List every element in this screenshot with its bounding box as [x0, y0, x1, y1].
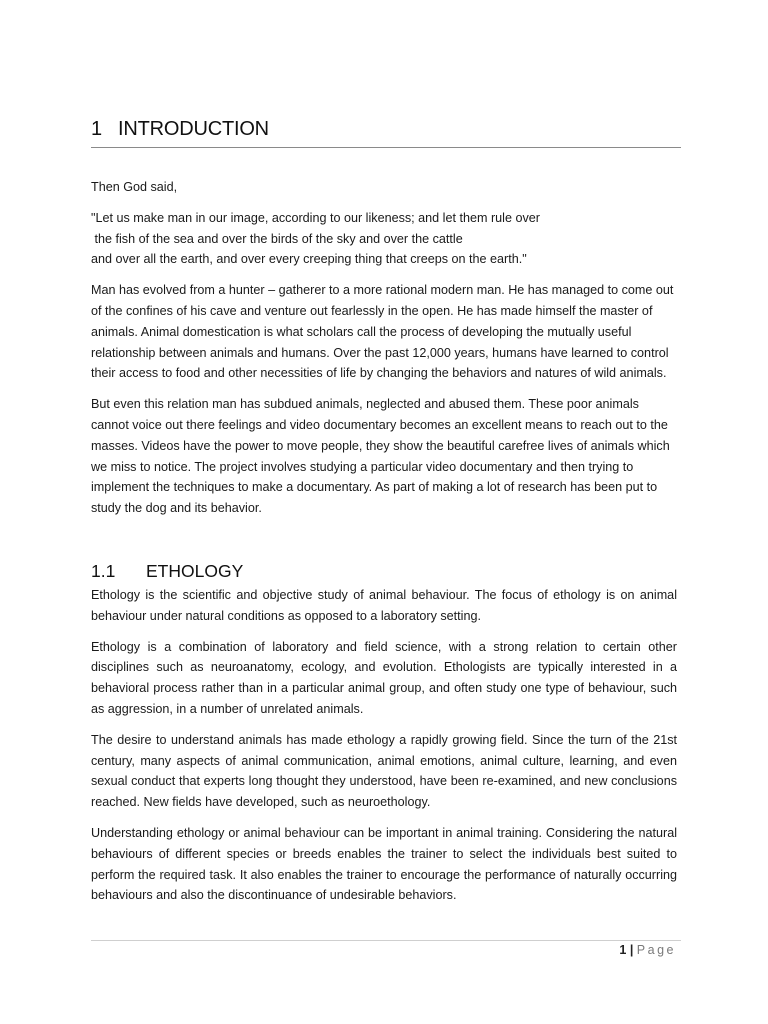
ethology-body [91, 585, 677, 916]
ethology-paragraph: Understanding ethology or animal behaviour can be important in animal training. Considering the natural behaviours of different species or breeds enables the trainer to select the individuals best suited to perform the required task. It also enables the trainer to encourage the performance of naturally occurring behaviours and also the discontinuance of undesirable behaviors. [91, 825, 677, 903]
lead-line: Then God said, [91, 180, 178, 194]
footer-divider [91, 940, 681, 941]
page-number: 1 [619, 943, 627, 957]
page-footer [619, 943, 676, 957]
introduction-body [91, 177, 677, 529]
ethology-paragraph: Ethology is a combination of laboratory and field science, with a strong relation to certain other disciplines such as neuroanatomy, ecology, and evolution. Ethologists are typically interested in a behavioral process rather than in a particular animal group, and often study one type of behaviour, such as aggression, in a number of unrelated animals. [91, 639, 677, 716]
page-separator: | [629, 943, 634, 957]
ethology-paragraph: Ethology is the scientific and objective study of animal behaviour. The focus of ethology is on animal behaviour under natural conditions as opposed to a laboratory setting. [91, 588, 677, 623]
section-title: INTRODUCTION [118, 118, 269, 140]
quote-line: and over all the earth, and over every creeping thing that creeps on the earth." [91, 252, 527, 267]
subsection-number: 1.1 [91, 561, 116, 581]
section-number: 1 [91, 118, 102, 140]
scripture-quote [91, 208, 677, 270]
intro-paragraph: But even this relation man has subdued animals, neglected and abused them. These poor animals cannot voice out there feelings and video documentary becomes an excellent means to reach out to the masses. Videos have the power to move people, they show the beautiful carefree lives of animals which we miss to notice. The project involves studying a particular video documentary and then trying to implement the techniques to make a documentary. As part of making a lot of research has been put to study the dog and its behavior. [91, 397, 670, 516]
quote-line: "Let us make man in our image, according to our likeness; and let them rule over [91, 210, 540, 225]
subsection-title: ETHOLOGY [146, 561, 244, 581]
section-heading-introduction [91, 118, 681, 148]
quote-line: the fish of the sea and over the birds of the sky and over the cattle [91, 231, 463, 246]
ethology-paragraph: The desire to understand animals has made ethology a rapidly growing field. Since the turn of the 21st century, many aspects of animal communication, animal emotions, animal culture, learning, and even sexual conduct that experts long thought they understood, have been re-examined, and new conclusions reached. New fields have developed, such as neuroethology. [91, 732, 677, 810]
subsection-heading-ethology [91, 561, 243, 582]
page-label: Page [636, 943, 676, 957]
intro-paragraph: Man has evolved from a hunter – gatherer to a more rational modern man. He has managed to come out of the confines of his cave and venture out fearlessly in the open. He has made himself the master of animals. Animal domestication is what scholars call the process of developing the mutually useful relationship between animals and humans. Over the past 12,000 years, humans have learned to control their access to food and other necessities of life by changing the behaviors and natures of wild animals. [91, 283, 674, 381]
